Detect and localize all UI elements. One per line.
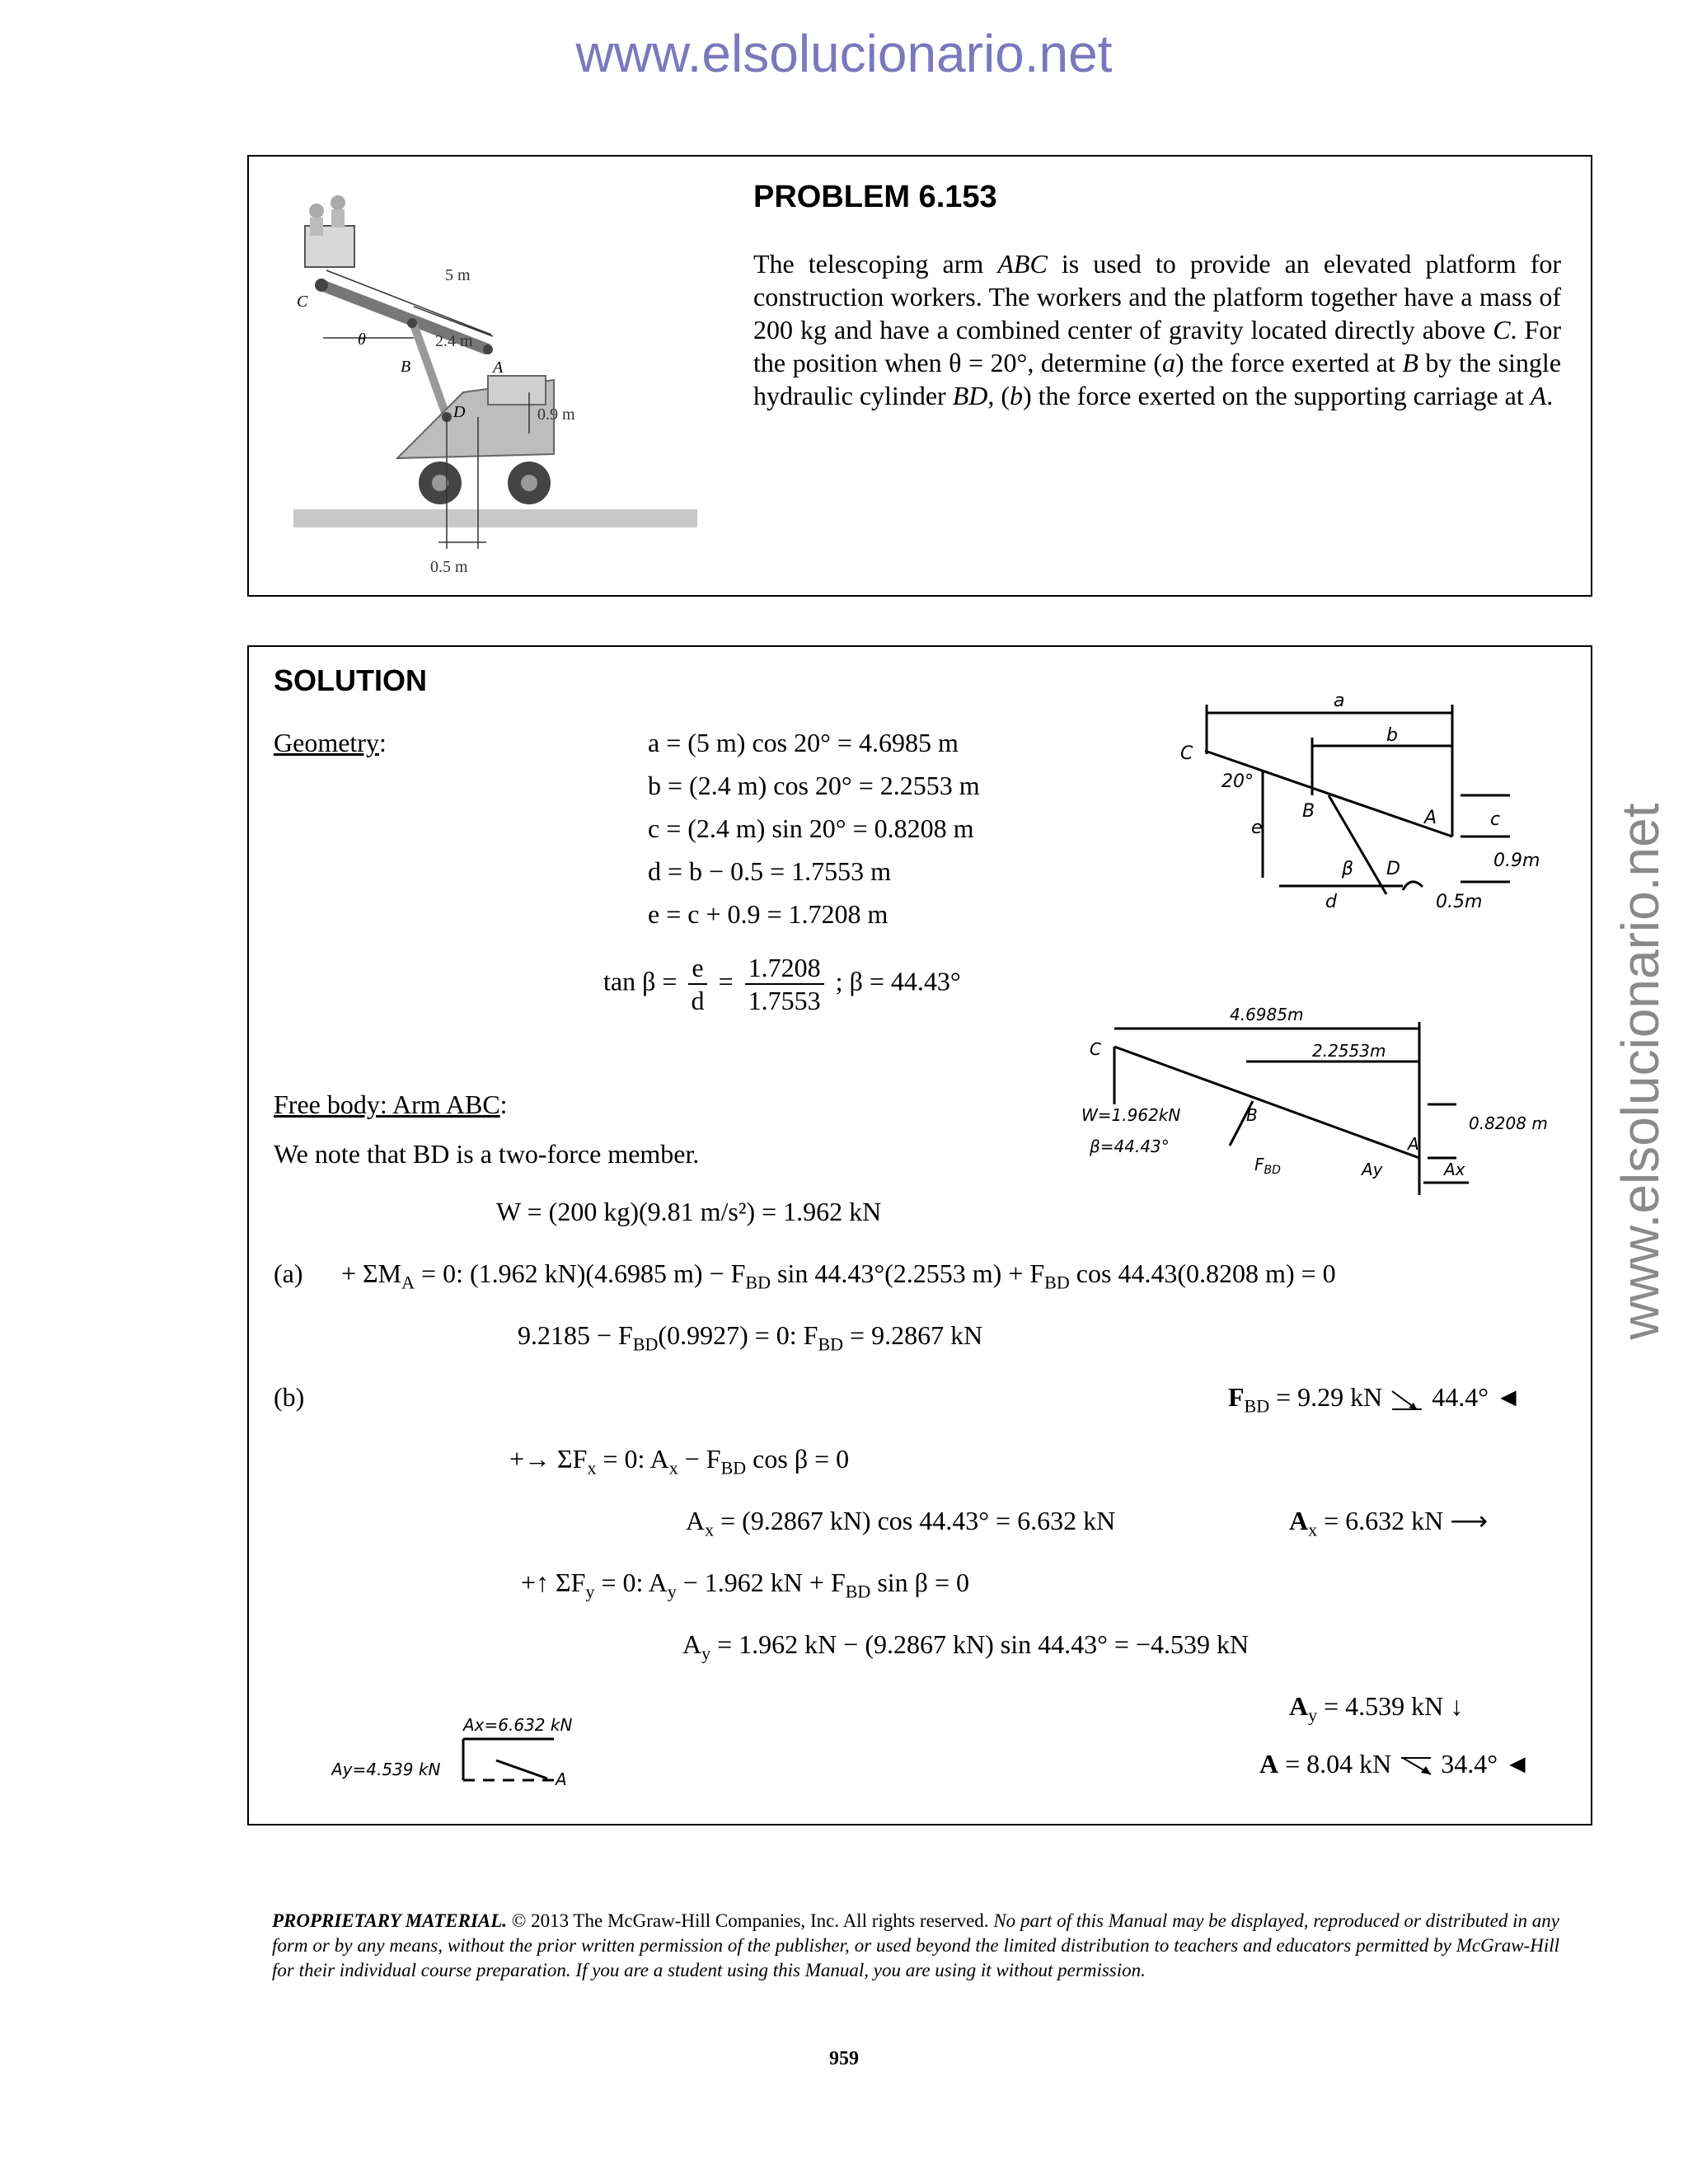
down-arrow-icon: ↓ [1450,1691,1464,1721]
fbd-label-c: C [1090,1039,1101,1059]
label-a: A [493,359,504,377]
label-b: B [401,358,411,376]
problem-title: PROBLEM 6.153 [753,180,997,214]
sketch-label-c-dim: c [1490,809,1501,830]
footer-notice: PROPRIETARY MATERIAL. © 2013 The McGraw-Hill Companies, Inc. All rights reserved. No part of this Manual may be displayed, reproduced or distributed in any form or by any means, without the prior written permission of the publisher, or used beyond the limited distribution to teachers and educators permitted by McGraw-Hill for their individual course preparation. If you are a student using this Manual, you are using it without permission. [272,1910,1559,1980]
worker-body [331,209,345,227]
right-arrow-icon: ⟶ [1450,1506,1489,1535]
fbd-label-fbd: $F_{BD}$ [1254,1155,1281,1177]
fbd-answer: $F_{BD} = 9.29$ kN 44.4° ◄ [1228,1382,1522,1417]
fbd-label-w: W=1.962kN [1081,1105,1181,1125]
watermark-side[interactable]: www.elsolucionario.net [1611,803,1670,1340]
ground [293,509,697,527]
wheel-hub [521,475,537,491]
eq-e: e = c + 0.9 = 1.7208 m [648,899,889,929]
eq-b: b = (2.4 m) cos 20° = 2.2553 m [648,771,980,800]
fbd-label-2255: 2.2553m [1312,1041,1386,1061]
sketch-label-b-point: B [1302,801,1315,822]
geometry-label: Geometry: [274,728,387,757]
eq-d: d = b − 0.5 = 1.7553 m [648,856,892,886]
fbd-label-beta: β=44.43° [1090,1137,1170,1156]
label-05m: 0.5 m [430,558,468,576]
fbd-label-a: A [1408,1134,1419,1154]
fbd-label-ax: Ax [1444,1160,1465,1179]
worker-head [331,195,345,210]
part-a-label: (a) [274,1258,303,1288]
weight-equation: W = (200 kg)(9.81 m/s²) = 1.962 kN [496,1197,882,1226]
sketch-label-a: a [1334,691,1345,711]
moment-equation: + $\Sigma M_A = 0$: (1.962 kN)(4.6985 $m) - F_{BD}$ sin 44.43°(2.2553 $m) + F_{BD}$ cos 44.43(0.8208 m) = 0 [341,1258,1336,1293]
problem-box [247,155,1592,597]
fbd-label-b: B [1246,1105,1258,1125]
plus-up-arrow-icon: +↑ [521,1568,556,1597]
fbd-angle-icon [1389,1388,1425,1413]
part-b-label: (b) [274,1382,305,1412]
watermark-top[interactable]: www.elsolucionario.net [575,24,1113,83]
wheel-hub [432,475,448,491]
solution-box [247,645,1592,1825]
res-label-a: A [556,1769,567,1789]
two-force-note: We note that BD is a two-force member. [274,1139,700,1169]
pin-a [483,344,493,354]
sketch-label-beta: β [1342,859,1354,879]
res-diagonal [496,1760,547,1779]
ax-answer: $A_x = 6.632$ kN ⟶ [1289,1506,1489,1540]
solution-title: SOLUTION [274,663,427,697]
sketch-arm [1205,751,1452,837]
fbd-label-ay: Ay [1362,1160,1383,1179]
carriage-cab [488,376,546,405]
sum-fy-equation: +↑ $\Sigma F_y = 0$: $A_y - 1.962$ kN + $F_{BD}$ sin β = 0 [521,1568,969,1602]
ay-answer: $A_y = 4.539$ kN ↓ [1289,1691,1464,1726]
a-answer: A = 8.04 kN 34.4° ◄ [1259,1749,1531,1779]
eq-c: c = (2.4 m) sin 20° = 0.8208 m [648,813,974,843]
pin-c [315,279,328,292]
sketch-label-09: 0.9m [1493,851,1540,871]
worker-body [310,218,323,236]
label-5m: 5 m [445,266,471,284]
worker-head [309,204,324,218]
eq-a: a = (5 m) cos 20° = 4.6985 m [648,728,959,757]
sketch-label-e: e [1251,818,1263,838]
sketch-label-c: C [1180,743,1193,764]
page-number: 959 [829,2048,859,2069]
sketch-label-d-point: D [1386,859,1400,879]
plus-right-arrow-icon: +→ [509,1444,558,1474]
geometry-sketch [1180,680,1559,911]
label-theta: θ [358,330,366,349]
free-body-label: Free body: Arm ABC: [274,1090,508,1119]
sketch-label-angle: 20° [1221,771,1254,792]
sketch-support [1403,882,1423,890]
free-body-sketch [1081,1005,1592,1220]
pin-b [407,318,417,328]
fbd-label-h: 0.8208 m [1469,1113,1548,1133]
sketch-label-05: 0.5m [1436,892,1483,911]
sum-fx-equation: +→ $\Sigma F_x = 0$: $A_x - F_{BD}$ cos β = 0 [509,1444,850,1479]
res-label-ay: Ay=4.539 kN [331,1760,441,1779]
fbd-label-4698: 4.6985m [1230,1005,1304,1024]
tan-beta-equation: tan β = $\frac{e}{d}$ = $\frac{1.7208}{1.7553}$ ; β = 44.43° [603,953,961,1015]
label-d: D [453,403,466,421]
sketch-label-a-point: A [1424,808,1437,828]
problem-figure [290,170,719,582]
sketch-label-b: b [1386,725,1398,746]
sketch-label-d: d [1325,892,1337,911]
label-09m: 0.9 m [537,405,575,424]
label-24m: 2.4 m [435,332,473,350]
res-label-ax: Ax=6.632 kN [463,1715,573,1735]
problem-statement: The telescoping arm ABC is used to provide an elevated platform for construction workers. The workers and the platform together have a mass of 200 kg and have a combined center of gravity located directly above C. For the position when θ = 20°, determine (a) the force exerted at B by the single hydraulic cylinder BD, (b) the force exerted on the supporting carriage at A. [753,249,1562,410]
ay-equation: $A_y = 1.962$ kN − (9.2867 kN) sin 44.43° = −4.539 kN [682,1629,1250,1664]
ax-equation: $A_x = (9.2867$ kN) cos 44.43° = 6.632 kN [686,1506,1116,1540]
label-c: C [297,293,308,311]
a-angle-icon [1398,1755,1434,1779]
fbd-solve: $9.2185 - F_{BD}(0.9927) = 0$: $F_{BD} = 9.2867$ kN [518,1320,983,1355]
resultant-sketch [331,1706,678,1797]
